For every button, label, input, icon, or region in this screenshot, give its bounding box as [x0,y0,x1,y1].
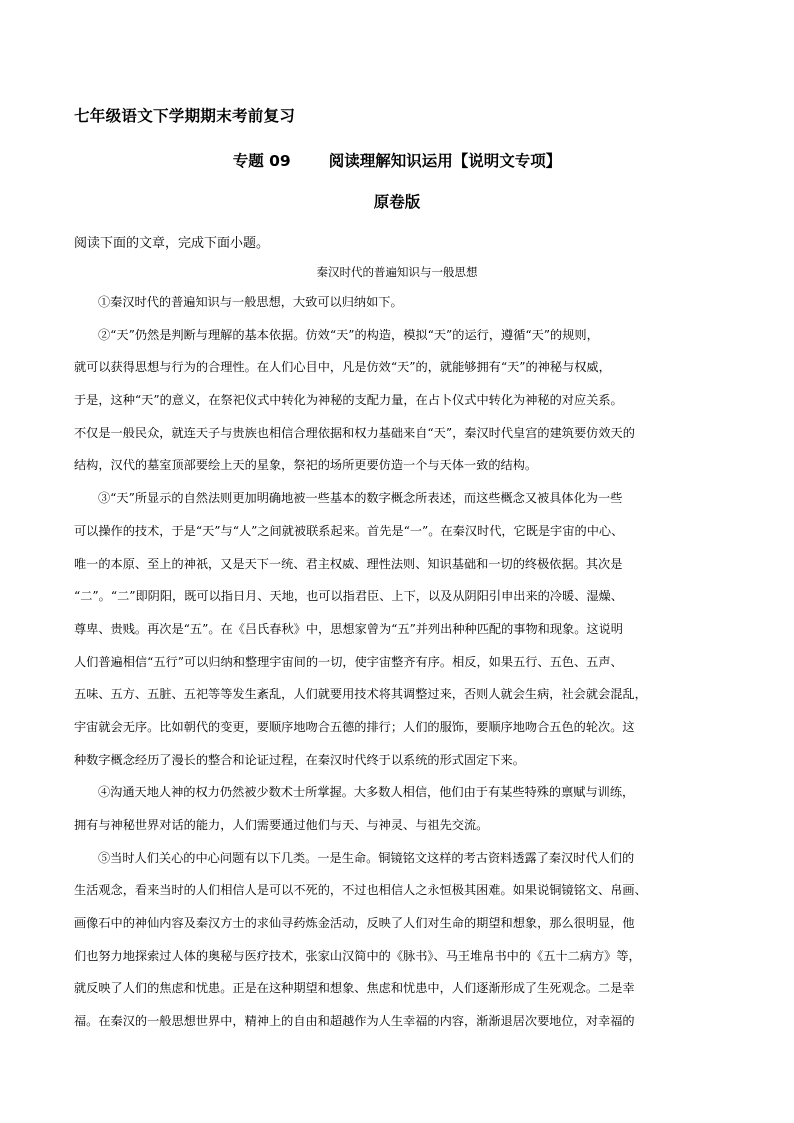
article-title: 秦汉时代的普遍知识与一般思想 [316,265,478,279]
article-line: “二”。“二”即阴阳，既可以指日月、天地，也可以指君臣、上下，以及从阴阳引申出来的冷暖、湿燥、 [74,589,623,604]
article-line: 就反映了人们的焦虑和忧患。正是在这种期望和想象、焦虑和忧患中，人们逐渐形成了生死观念。二是幸 [74,981,635,996]
article-line: 画像石中的神仙内容及秦汉方士的求仙寻药炼金活动，反映了人们对生命的期望和想象，那么很明显，他 [74,916,635,931]
article-line: 唯一的本原、至上的神祇，又是天下一统、君主权威、理性法则、知识基础和一切的终极依据。其次是 [74,556,623,571]
topic-title [0,149,794,171]
topic-label: 专题 09 [232,152,291,170]
article-line: ④沟通天地人神的权力仍然被少数术士所掌握。大多数人相信，他们由于有某些特殊的禀赋与训练， [98,785,635,800]
article-line: 不仅是一般民众，就连天子与贵族也相信合理依据和权力基础来自“天”，秦汉时代皇宫的建筑要仿效天的 [74,425,635,440]
article-line: 宇宙就会无序。比如朝代的变更，要顺序地吻合五德的排行；人们的服饰，要顺序地吻合五色的轮次。这 [74,719,635,734]
article-line: 可以操作的技术，于是“天”与“人”之间就被联系起来。首先是“一”。在秦汉时代，它既是宇宙的中心、 [74,523,624,538]
version-label: 原卷版 [373,193,421,211]
article-line: 生活观念，看来当时的人们相信人是可以不死的，不过也相信人之永恒极其困难。如果说铜镜铭文、帛画、 [74,883,647,898]
article-line: 于是，这种“天”的意义，在祭祀仪式中转化为神秘的支配力量，在占卜仪式中转化为神秘的对应关系。 [74,393,623,408]
article-line: ①秦汉时代的普遍知识与一般思想，大致可以归纳如下。 [98,295,403,309]
article-line: 人们普遍相信“五行”可以归纳和整理宇宙间的一切，使宇宙整齐有序。相反，如果五行、五色、五声、 [74,654,623,669]
article-line: 尊卑、贵贱。再次是“五”。在《吕氏春秋》中，思想家曾为“五”并列出种种匹配的事物和现象。这说明 [74,621,623,636]
article-line: 们也努力地探索过人体的奥秘与医疗技术，张家山汉简中的《脉书》、马王堆帛书中的《五十二病方》等， [74,948,641,963]
article-body [74,292,722,1044]
article-line: 拥有与神秘世界对话的能力，人们需要通过他们与天、与神灵、与祖先交流。 [74,818,489,832]
topic-name: 阅读理解知识运用【说明文专项】 [328,152,562,170]
article-line: 结构，汉代的墓室顶部要绘上天的星象，祭祀的场所更要仿造一个与天体一致的结构。 [74,458,538,473]
article-line: 福。在秦汉的一般思想世界中，精神上的自由和超越作为人生幸福的内容，渐渐退居次要地位，对幸福的 [74,1014,635,1029]
article-line: ⑤当时人们关心的中心问题有以下几类。一是生命。铜镜铭文这样的考古资料透露了秦汉时代人们的 [98,850,635,865]
article-line: 五味、五方、五脏、五祀等等发生紊乱，人们就要用技术将其调整过来，否则人就会生病，社会就会混乱， [74,687,647,702]
reading-instruction: 阅读下面的文章，完成下面小题。 [74,236,270,251]
article-line: 种数字概念经历了漫长的整合和论证过程，在秦汉时代终于以系统的形式固定下来。 [74,752,525,767]
article-line: ②“天”仍然是判断与理解的基本依据。仿效“天”的构造，模拟“天”的运行，遵循“天”的规则， [98,327,599,342]
header-title: 七年级语文下学期期末考前复习 [74,107,296,125]
article-line: ③“天”所显示的自然法则更加明确地被一些基本的数字概念所表述，而这些概念又被具体化为一些 [98,491,623,506]
article-line: 就可以获得思想与行为的合理性。在人们心目中，凡是仿效“天”的，就能够拥有“天”的神秘与权威， [74,360,611,375]
